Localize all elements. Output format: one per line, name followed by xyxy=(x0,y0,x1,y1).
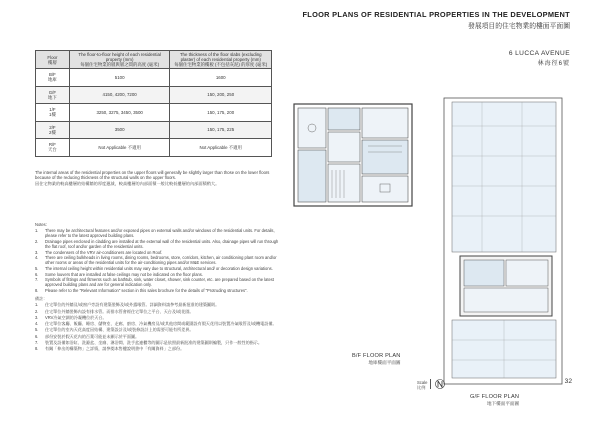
col-header-height: The floor-to-floor height of each residential property (mm) 每個住宅物業的層與層之間的高度 (毫米) xyxy=(69,51,170,69)
address-en: 6 LUCCA AVENUE xyxy=(508,50,570,57)
bf-plan-label-en: B/F FLOOR PLAN xyxy=(352,353,401,359)
row-floor: 1/F 1樓 xyxy=(36,104,70,122)
intro-text xyxy=(35,170,278,186)
property-address xyxy=(509,50,570,67)
note-item: 5. The internal ceiling height within residential units may vary due to structural, architectural and/ or decoration design variations. xyxy=(35,265,273,271)
col-header-floor: Floor 樓層 xyxy=(36,51,70,69)
note-item-cn: 7. 裝置及設備如浴缸、洗滌盆、坐廁、淋浴間、洗手盆連櫃等的圖示是依照最新批准的建築圖則編製，只作一般性的指示。 xyxy=(35,340,262,346)
row-height: Not Applicable 不適用 xyxy=(69,139,170,157)
row-slab: 1600 xyxy=(170,69,272,87)
scale-label-cn: 比例 xyxy=(417,385,426,390)
note-item-cn: 5. 住宅單位的室內天花高度因結構、建築設計及/或裝修設計上的需要可能有所差異。 xyxy=(35,327,194,333)
gf-plan-label-en: G/F FLOOR PLAN xyxy=(470,394,520,400)
scale-bar xyxy=(417,380,427,391)
table-row xyxy=(36,104,272,122)
row-height: 5100 xyxy=(69,69,170,87)
row-slab: 150, 175, 225 xyxy=(170,121,272,139)
row-height: 3250, 3275, 3450, 3500 xyxy=(69,104,170,122)
row-height: 3500 xyxy=(69,121,170,139)
note-item: 1. There may be architectural features and/or exposed pipes on external walls and/or windows of the residential units. For details, please refer to the latest approved building plans. xyxy=(35,228,275,239)
gf-plan-label-cn: 地下樓面平面圖 xyxy=(486,400,520,406)
gf-plan-svg xyxy=(442,96,564,386)
col-header-slab: The thickness of the floor slabs (excluding plaster) of each residential property (mm) 每個住宅物業的樓板 (不包括灰泥) 的厚度 (毫米) xyxy=(170,51,272,69)
address-cn: 林海徑6號 xyxy=(537,61,570,67)
table-row xyxy=(36,86,272,104)
note-item: 2. Drainage pipes enclosed in cladding are installed at the external wall of the residential units. Also, drainage pipes will run through the flat roof, roof and/or garden of the residential units. xyxy=(35,239,279,249)
bf-plan-label xyxy=(352,353,401,366)
note-item-cn: 6. 部份安裝於假天花內的百葉可能並未顯示於平面圖。 xyxy=(35,333,140,339)
note-item-cn: 1. 住宅單位的外牆及/或窗戶旁設有建築裝飾及/或外露喉管。詳細資料請參考最新批准的建築圖則。 xyxy=(35,302,220,308)
bf-plan-label-cn: 地庫樓面平面圖 xyxy=(368,359,401,365)
row-floor: G/F 地下 xyxy=(36,86,70,104)
note-item-cn: 3. VRV冷氣空調的冷凝機位於天台。 xyxy=(35,314,107,320)
table-row xyxy=(36,69,272,87)
row-floor: B/F 地庫 xyxy=(36,69,70,87)
intro-cn: 因住宅物業的較高樓層的結構牆的厚度遞減，較高樓層的內部面積一般比較低樓層的內部面積稍大。 xyxy=(35,181,220,186)
notes-section xyxy=(35,223,285,354)
row-slab: Not Applicable 不適用 xyxy=(170,139,272,157)
notes-title-cn: 備註： xyxy=(35,295,48,301)
row-slab: 150, 175, 200 xyxy=(170,104,272,122)
intro-en: The internal areas of the residential properties on the upper floors will generally be slightly larger than those on the lower floors because of the reducing thickness of the structural walls on the upper floors. xyxy=(35,170,270,181)
page-header xyxy=(302,10,570,30)
note-item-cn: 8. 有關「伸出的構築物」之詳情，請參閱本售樓說明書中「有關資料」之部份。 xyxy=(35,346,185,352)
gf-floor-plan-drawing xyxy=(442,96,564,386)
note-item-cn: 4. 住宅單位客廳、飯廳、睡房、儲物室、走廊、廚房、冷氣機房及/或其他房間或範圍設有假天花用以裝置冷氣喉管及/或機電設備。 xyxy=(35,321,277,327)
north-arrow-icon xyxy=(435,377,445,389)
note-item: 7. Symbols of fittings and fitments such as bathtub, sink, water closet, shower, sink counter, etc. are prepared based on the latest approved building plans and are for general indication only. xyxy=(35,277,274,288)
note-item: 6. Some louvers that are installed at false ceilings may not be indicated on the floor plans. xyxy=(35,271,203,277)
note-item: 4. There are ceiling bulkheads in living rooms, dining rooms, bedrooms, store, corridors, kitchen, air conditioning plant room and/or other rooms or areas of the residential units for the air-conditioning pipes and/or M&E services. xyxy=(35,255,277,266)
page-title: FLOOR PLANS OF RESIDENTIAL PROPERTIES IN THE DEVELOPMENT xyxy=(302,10,570,19)
row-floor: 2/F 2樓 xyxy=(36,121,70,139)
table-row xyxy=(36,139,272,157)
floor-height-table xyxy=(35,50,272,157)
row-slab: 150, 200, 250 xyxy=(170,86,272,104)
bf-floor-plan-drawing xyxy=(292,100,417,210)
bf-plan-svg xyxy=(292,100,417,210)
note-item: 8. Please refer to the "Relevant Information" section in this sales brochure for the details of "Protruding structures". xyxy=(35,287,248,293)
page-title-cn: 發展項目的住宅物業的樓面平面圖 xyxy=(468,23,570,30)
notes-title: Notes: xyxy=(35,222,47,227)
scale-label: Scale xyxy=(417,380,428,385)
scale-ticks xyxy=(430,379,432,389)
table-row xyxy=(36,121,272,139)
row-height: 4150, 4200, 7200 xyxy=(69,86,170,104)
page-number: 32 xyxy=(564,378,572,385)
gf-plan-label xyxy=(470,394,519,407)
row-floor: R/F 天台 xyxy=(36,139,70,157)
note-item: 3. The condensers of the VRV air-conditioners are located on Roof. xyxy=(35,249,163,255)
note-item-cn: 2. 住宅單位外牆裝飾內設有排水管。而排水管會經住宅單位之平台、天台及/或花園。 xyxy=(35,308,194,314)
